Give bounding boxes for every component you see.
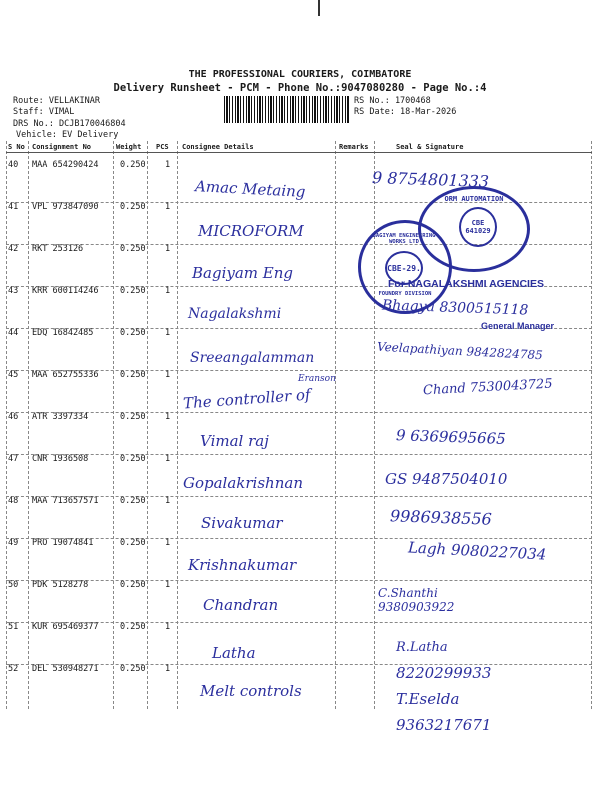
rs-date: RS Date: 18-Mar-2026: [354, 107, 457, 117]
table-row: [6, 496, 592, 538]
row-pcs: 1: [165, 496, 171, 506]
rs-number: RS No.: 1700468: [354, 96, 431, 106]
consignee-handwriting: Nagalakshmi: [188, 306, 282, 322]
row-consignment: CNR 1936508: [32, 454, 89, 464]
row-weight: 0.250: [120, 370, 146, 380]
row-pcs: 1: [165, 454, 171, 464]
row-sno: 44: [8, 328, 19, 338]
row-pcs: 1: [165, 370, 171, 380]
signature-handwriting: 9 8754801333: [371, 167, 490, 192]
row-consignment: DEL 530948271: [32, 664, 99, 674]
signature-handwriting: Veelapathiyan 9842824785: [376, 339, 544, 363]
consignee-handwriting: Bagiyam Eng: [192, 264, 293, 282]
row-weight: 0.250: [120, 160, 146, 170]
consignee-handwriting: Latha: [212, 644, 256, 662]
row-sno: 51: [8, 622, 19, 632]
row-pcs: 1: [165, 202, 171, 212]
row-pcs: 1: [165, 580, 171, 590]
agency-stamp: For NAGALAKSHMI AGENCIES: [388, 278, 544, 290]
rs-info: [354, 96, 456, 118]
signature-handwriting: 9986938556: [389, 506, 493, 529]
stamp-text: ORM AUTOMATION: [444, 195, 504, 203]
signature-handwriting: Bhagya 8300515118: [381, 297, 529, 319]
stamp-text: FOUNDRY DIVISION: [378, 291, 432, 297]
row-sno: 49: [8, 538, 19, 548]
col-signature: Seal & Signature: [396, 143, 464, 151]
row-consignment: PRO 19074841: [32, 538, 94, 548]
row-pcs: 1: [165, 538, 171, 548]
row-sno: 43: [8, 286, 19, 296]
stamp-text: 641029: [465, 227, 491, 235]
row-sno: 40: [8, 160, 19, 170]
row-weight: 0.250: [120, 202, 146, 212]
vehicle-label: Vehicle: EV Delivery: [16, 130, 119, 140]
staff-label: Staff: VIMAL: [13, 107, 75, 117]
col-consignment: Consignment No: [32, 143, 92, 151]
consignee-handwriting: Krishnakumar: [188, 556, 297, 574]
col-remarks: Remarks: [339, 143, 369, 151]
signature-handwriting: Lagh 9080227034: [407, 538, 547, 564]
row-pcs: 1: [165, 412, 171, 422]
col-weight: Weight: [116, 143, 142, 151]
signature-handwriting: GS 9487504010: [385, 470, 508, 488]
table-row: [6, 622, 592, 664]
row-pcs: 1: [165, 244, 171, 254]
row-weight: 0.250: [120, 412, 146, 422]
row-consignment: PDK 5128278: [32, 580, 89, 590]
signature-handwriting: 9 6369695665: [395, 426, 507, 448]
consignee-handwriting: Amac Metaing: [194, 177, 306, 201]
signature-handwriting: C.Shanthi 9380903922: [378, 586, 455, 614]
row-consignment: EDQ 16842485: [32, 328, 94, 338]
row-pcs: 1: [165, 622, 171, 632]
runsheet-title: Delivery Runsheet - PCM - Phone No.:9047080280 - Page No.:4: [113, 82, 487, 94]
row-sno: 47: [8, 454, 19, 464]
row-sno: 50: [8, 580, 19, 590]
row-weight: 0.250: [120, 622, 146, 632]
consignee-handwriting: Chandran: [203, 596, 279, 614]
row-consignment: MAA 713657571: [32, 496, 99, 506]
row-weight: 0.250: [120, 496, 146, 506]
signature-handwriting: R.Latha: [396, 640, 448, 655]
col-consignee: Consignee Details: [182, 143, 254, 151]
col-pcs: PCS: [156, 143, 169, 151]
row-pcs: 1: [165, 664, 171, 674]
route-label: Route: VELLAKINAR: [13, 96, 100, 106]
consignee-handwriting: Sreeangalamman: [190, 350, 315, 366]
consignee-note: Eranson: [298, 374, 336, 384]
row-weight: 0.250: [120, 244, 146, 254]
signature-handwriting: Chand 7530043725: [422, 376, 553, 399]
row-weight: 0.250: [120, 538, 146, 548]
scan-mark: [318, 0, 320, 16]
row-consignment: RKT 253126: [32, 244, 84, 254]
consignee-handwriting: Melt controls: [200, 682, 302, 700]
company-name: THE PROFESSIONAL COURIERS, COIMBATORE: [188, 69, 412, 80]
stamp-center: CBE-29.: [385, 251, 423, 285]
row-pcs: 1: [165, 160, 171, 170]
row-consignment: MAA 654290424: [32, 160, 99, 170]
row-sno: 41: [8, 202, 19, 212]
row-weight: 0.250: [120, 664, 146, 674]
barcode: [224, 96, 350, 123]
consignee-handwriting: Sivakumar: [201, 514, 283, 532]
row-sno: 42: [8, 244, 19, 254]
signature-handwriting: 8220299933 T.Eselda 9363217671: [396, 664, 492, 734]
designation-stamp: General Manager: [481, 321, 555, 331]
stamp-text: BAGIYAM ENGINEERING WORKS LTD: [372, 233, 436, 245]
row-pcs: 1: [165, 328, 171, 338]
row-weight: 0.250: [120, 286, 146, 296]
row-sno: 48: [8, 496, 19, 506]
row-consignment: MAA 652755336: [32, 370, 99, 380]
drs-number: DRS No.: DCJB170046804: [13, 119, 126, 129]
row-consignment: ATR 3397334: [32, 412, 89, 422]
row-sno: 46: [8, 412, 19, 422]
row-pcs: 1: [165, 286, 171, 296]
consignee-handwriting: MICROFORM: [198, 222, 304, 240]
row-consignment: VPL 973847090: [32, 202, 99, 212]
col-sno: S No: [8, 143, 25, 151]
consignee-handwriting: Gopalakrishnan: [183, 474, 303, 492]
stamp-center: [459, 207, 497, 247]
stamp-text: CBE: [471, 219, 485, 227]
row-sno: 45: [8, 370, 19, 380]
row-weight: 0.250: [120, 580, 146, 590]
row-consignment: KUR 695469377: [32, 622, 99, 632]
row-sno: 52: [8, 664, 19, 674]
row-weight: 0.250: [120, 328, 146, 338]
consignee-handwriting: The controller of: [182, 385, 312, 413]
row-weight: 0.250: [120, 454, 146, 464]
consignee-handwriting: Vimal raj: [200, 432, 269, 450]
row-consignment: KRR 600114246: [32, 286, 99, 296]
